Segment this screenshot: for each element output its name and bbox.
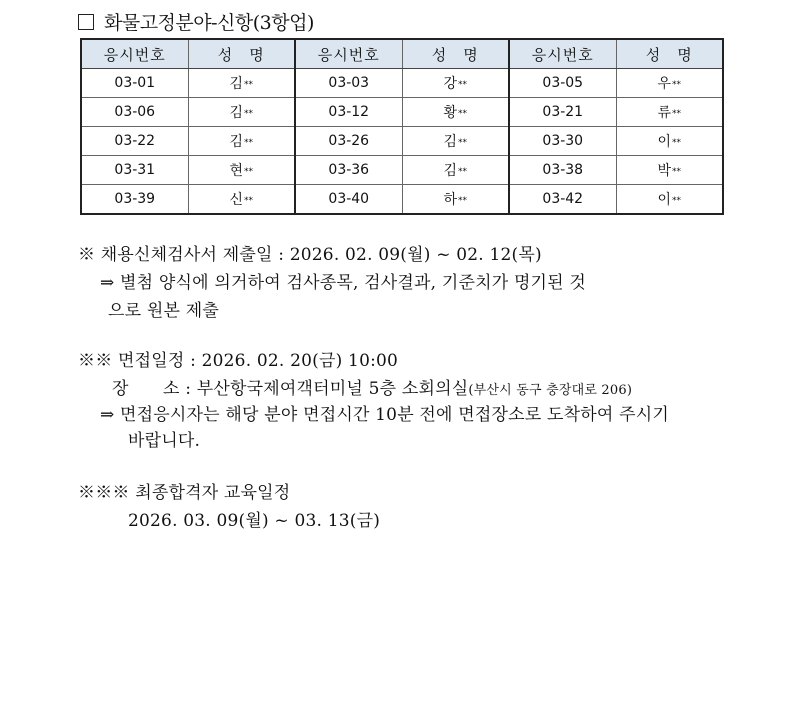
name-cell: 우** — [616, 69, 723, 98]
header-exam-number: 응시번호 — [81, 39, 188, 69]
exam-number-cell: 03-05 — [509, 69, 616, 98]
training-schedule-dates: 2026. 03. 09(월) ~ 03. 13(금) — [128, 511, 381, 531]
interview-place-address: (부산시 동구 충장대로 206) — [468, 383, 633, 398]
name-cell: 현** — [188, 156, 295, 185]
header-name: 성 명 — [616, 39, 723, 69]
exam-number-cell: 03-21 — [509, 98, 616, 127]
name-cell: 김** — [188, 98, 295, 127]
exam-number-cell: 03-31 — [81, 156, 188, 185]
interview-instruction-line1: ⇒ 면접응시자는 해당 분야 면접시간 10분 전에 면접장소로 도착하여 주시기 — [100, 405, 669, 425]
exam-number-cell: 03-42 — [509, 185, 616, 215]
candidate-table — [80, 38, 724, 215]
name-cell: 하** — [402, 185, 509, 215]
name-cell: 박** — [616, 156, 723, 185]
table-header-row — [81, 39, 723, 69]
interview-instruction-line2: 바랍니다. — [128, 431, 201, 451]
name-cell: 이** — [616, 185, 723, 215]
exam-number-cell: 03-01 — [81, 69, 188, 98]
exam-number-cell: 03-12 — [295, 98, 402, 127]
interview-place — [112, 374, 632, 399]
header-name: 성 명 — [188, 39, 295, 69]
header-name: 성 명 — [402, 39, 509, 69]
header-exam-number: 응시번호 — [295, 39, 402, 69]
interview-place-label: 장 소 : 부산항국제여객터미널 5층 소회의실 — [112, 379, 469, 399]
table-row — [81, 156, 723, 185]
name-cell: 이** — [616, 127, 723, 156]
exam-number-cell: 03-26 — [295, 127, 402, 156]
training-schedule-title: ※※※ 최종합격자 교육일정 — [78, 483, 291, 503]
name-cell: 강** — [402, 69, 509, 98]
name-cell: 류** — [616, 98, 723, 127]
medical-submission-date: ※ 채용신체검사서 제출일 : 2026. 02. 09(월) ~ 02. 12(목) — [78, 245, 542, 265]
table-row — [81, 98, 723, 127]
exam-number-cell: 03-06 — [81, 98, 188, 127]
checkbox-square-icon — [78, 14, 94, 30]
name-cell: 김** — [402, 156, 509, 185]
medical-instruction-line2: 으로 원본 제출 — [108, 301, 219, 321]
name-cell: 황** — [402, 98, 509, 127]
exam-number-cell: 03-40 — [295, 185, 402, 215]
table-row — [81, 185, 723, 215]
exam-number-cell: 03-39 — [81, 185, 188, 215]
header-exam-number: 응시번호 — [509, 39, 616, 69]
name-cell: 김** — [188, 69, 295, 98]
name-cell: 김** — [402, 127, 509, 156]
exam-number-cell: 03-38 — [509, 156, 616, 185]
exam-number-cell: 03-30 — [509, 127, 616, 156]
table-row — [81, 127, 723, 156]
interview-schedule: ※※ 면접일정 : 2026. 02. 20(금) 10:00 — [78, 351, 399, 371]
section-title — [78, 8, 314, 35]
medical-instruction-line1: ⇒ 별첨 양식에 의거하여 검사종목, 검사결과, 기준치가 명기된 것 — [100, 273, 587, 293]
section-title-text: 화물고정분야-신항(3항업) — [104, 12, 314, 34]
name-cell: 신** — [188, 185, 295, 215]
name-cell: 김** — [188, 127, 295, 156]
table-row — [81, 69, 723, 98]
exam-number-cell: 03-22 — [81, 127, 188, 156]
exam-number-cell: 03-36 — [295, 156, 402, 185]
exam-number-cell: 03-03 — [295, 69, 402, 98]
